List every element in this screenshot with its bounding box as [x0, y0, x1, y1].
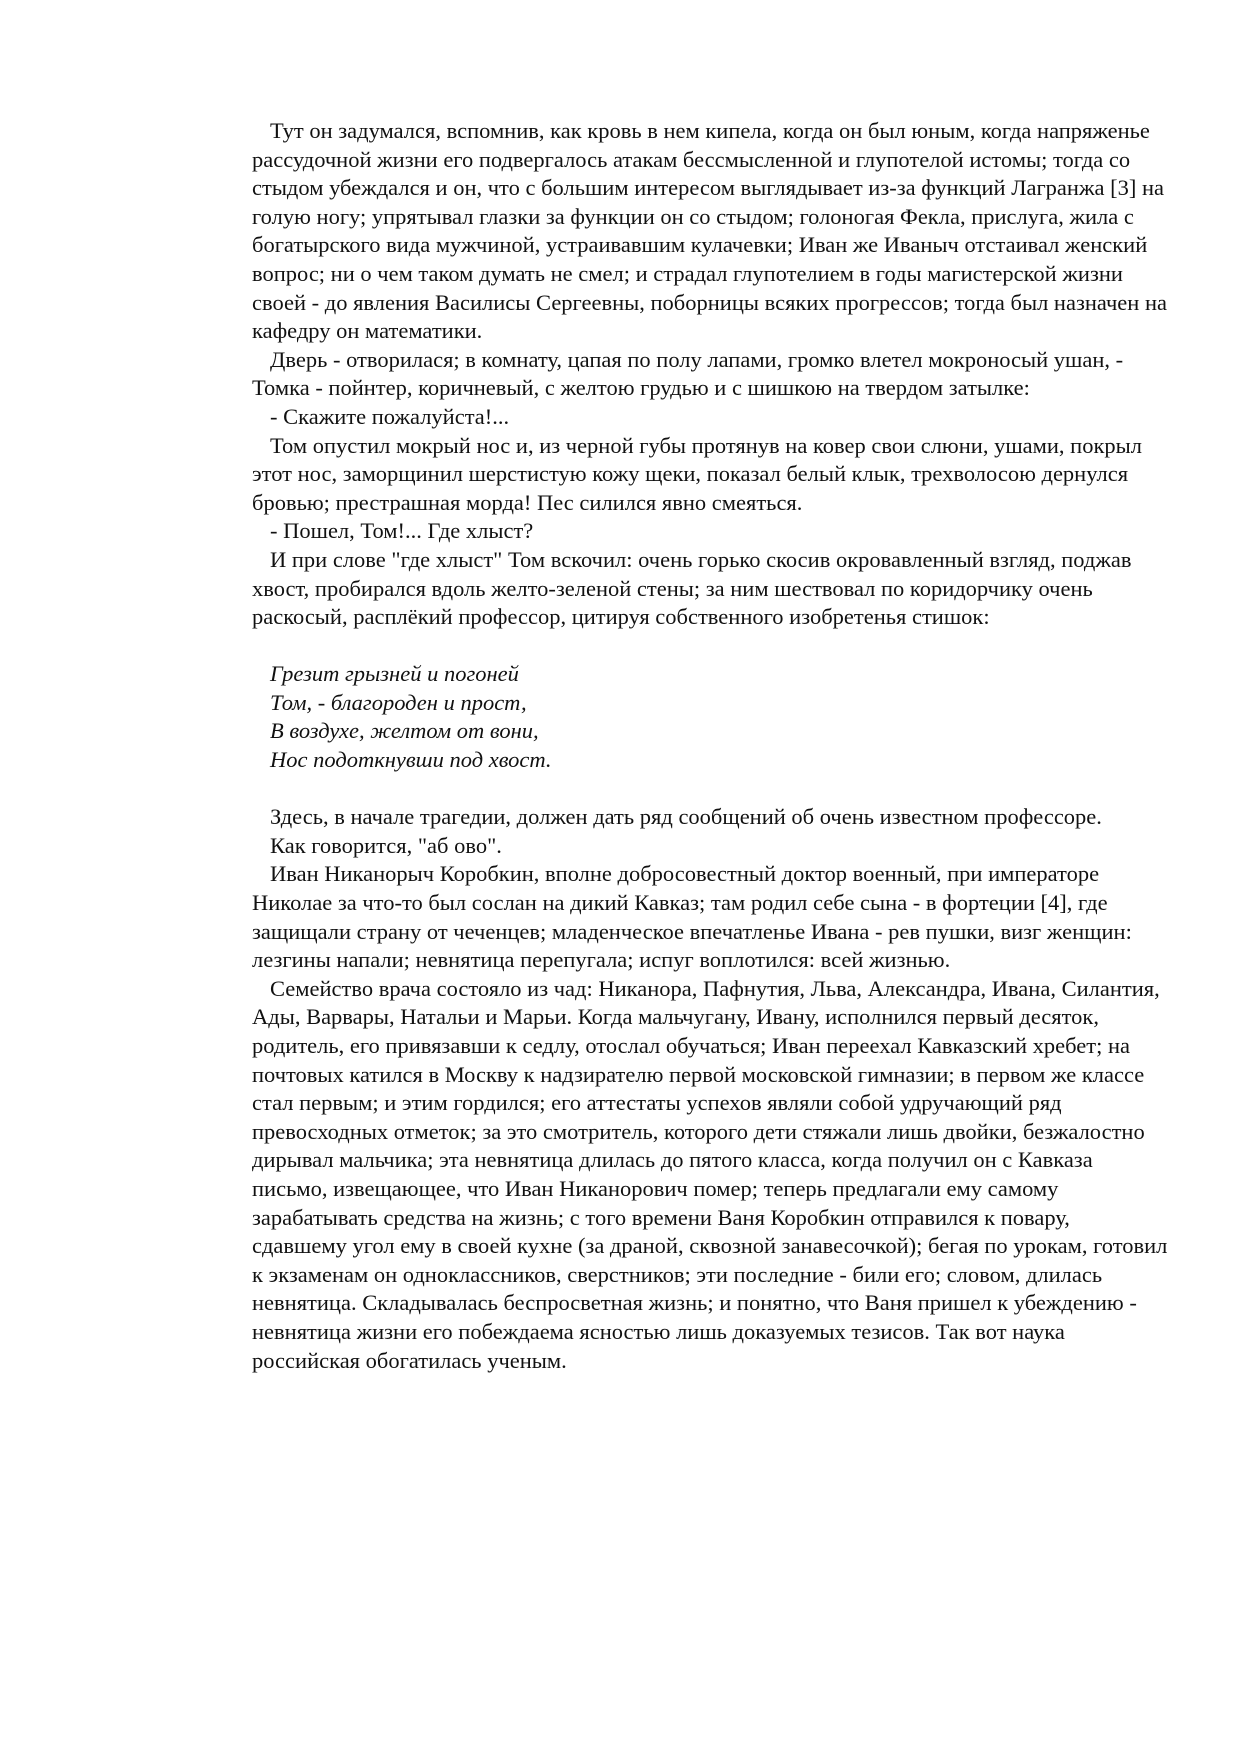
paragraph: Как говорится, "аб ово". [270, 832, 502, 858]
verse-line: Грезит грызней и погоней [270, 661, 519, 687]
paragraph: Иван Никанорыч Коробкин, вполне добросовестный доктор военный, при императоре Николае за что-то был сослан на дикий Кавказ; там родил себе сына - в фортеции [4], где защищали страну от чеченцев; младенческое впечатленье Ивана - рев пушки, визг женщин: лезгины напали; невнятица перепугала; испуг воплотился: всей жизнью. [252, 861, 1132, 973]
spacer [252, 632, 1168, 661]
paragraph: Здесь, в начале трагедии, должен дать ряд сообщений об очень известном профессоре. [270, 804, 1102, 830]
verse-block [252, 660, 1168, 774]
verse-line: В воздухе, желтом от вони, [270, 718, 539, 744]
verse-line: Нос подоткнувши под хвост. [270, 747, 552, 773]
paragraph: И при слове "где хлыст" Том вскочил: очень горько скосив окровавленный взгляд, поджав хвост, пробирался вдоль желто-зеленой стены; за ним шествовал по коридорчику очень раскосый, расплёкий профессор, цитируя собственного изобретенья стишок: [252, 546, 1132, 630]
spacer [252, 775, 1168, 804]
paragraph: Том опустил мокрый нос и, из черной губы протянув на ковер свои слюни, ушами, покрыл этот нос, заморщинил шерстистую кожу щеки, показал белый клык, трехволосою дернулся бровью; престрашная морда! Пес силился явно смеяться. [252, 432, 1142, 515]
paragraph: - Пошел, Том!... Где хлыст? [270, 518, 534, 544]
paragraph: Дверь - отворилася; в комнату, цапая по полу лапами, громко влетел мокроносый ушан, - Томка - пойнтер, коричневый, с желтою грудью и с шишкою на твердом затылке: [252, 346, 1124, 401]
paragraph: Семейство врача состояло из чад: Никанора, Пафнутия, Льва, Александра, Ивана, Силантия, Ады, Варвары, Натальи и Марьи. Когда мальчугану, Ивану, исполнился первый десяток, родитель, его привязавши к седлу, отослал обучаться; Иван переехал Кавказский хребет; на почтовых катился в Москву к надзирателю первой московской гимназии; в первом же классе стал первым; и этим гордился; его аттестаты успехов являли собой удручающий ряд превосходных отметок; за это смотритель, которого дети стяжали лишь двойки, безжалостно дирывал мальчика; эта невнятица длилась до пятого класса, когда получил он с Кавказа письмо, извещающее, что Иван Никанорович помер; теперь предлагали ему самому зарабатывать средства на жизнь; с того времени Ваня Коробкин отправился к повару, сдавшему угол ему в своей кухне (за драной, сквозной занавесочкой); бегая по урокам, готовил к экзаменам он одноклассников, сверстников; эти последние - били его; словом, длилась невнятица. Складывалась беспросветная жизнь; и понятно, что Ваня пришел к убеждению - невнятица жизни его побеждаема ясностью лишь доказуемых тезисов. Так вот наука российская обогатилась ученым. [252, 975, 1168, 1373]
paragraph: - Скажите пожалуйста!... [270, 403, 510, 429]
paragraph: Тут он задумался, вспомнив, как кровь в нем кипела, когда он был юным, когда напряженье рассудочной жизни его подвергалось атакам бессмысленной и глупотелой истомы; тогда со стыдом убеждался и он, что с большим интересом выглядывает из-за функций Лагранжа [3] на голую ногу; упрятывал глазки за функции он со стыдом; голоногая Фекла, прислуга, жила с богатырского вида мужчиной, устраивавшим кулачевки; Иван же Иваныч отстаивал женский вопрос; ни о чем таком думать не смел; и страдал глупотелием в годы магистерской жизни своей - до явления Василисы Сергеевны, поборницы всяких прогрессов; тогда был назначен на кафедру он математики. [252, 118, 1167, 344]
document-page [252, 117, 1168, 1375]
verse-line: Том, - благороден и прост, [270, 689, 527, 715]
